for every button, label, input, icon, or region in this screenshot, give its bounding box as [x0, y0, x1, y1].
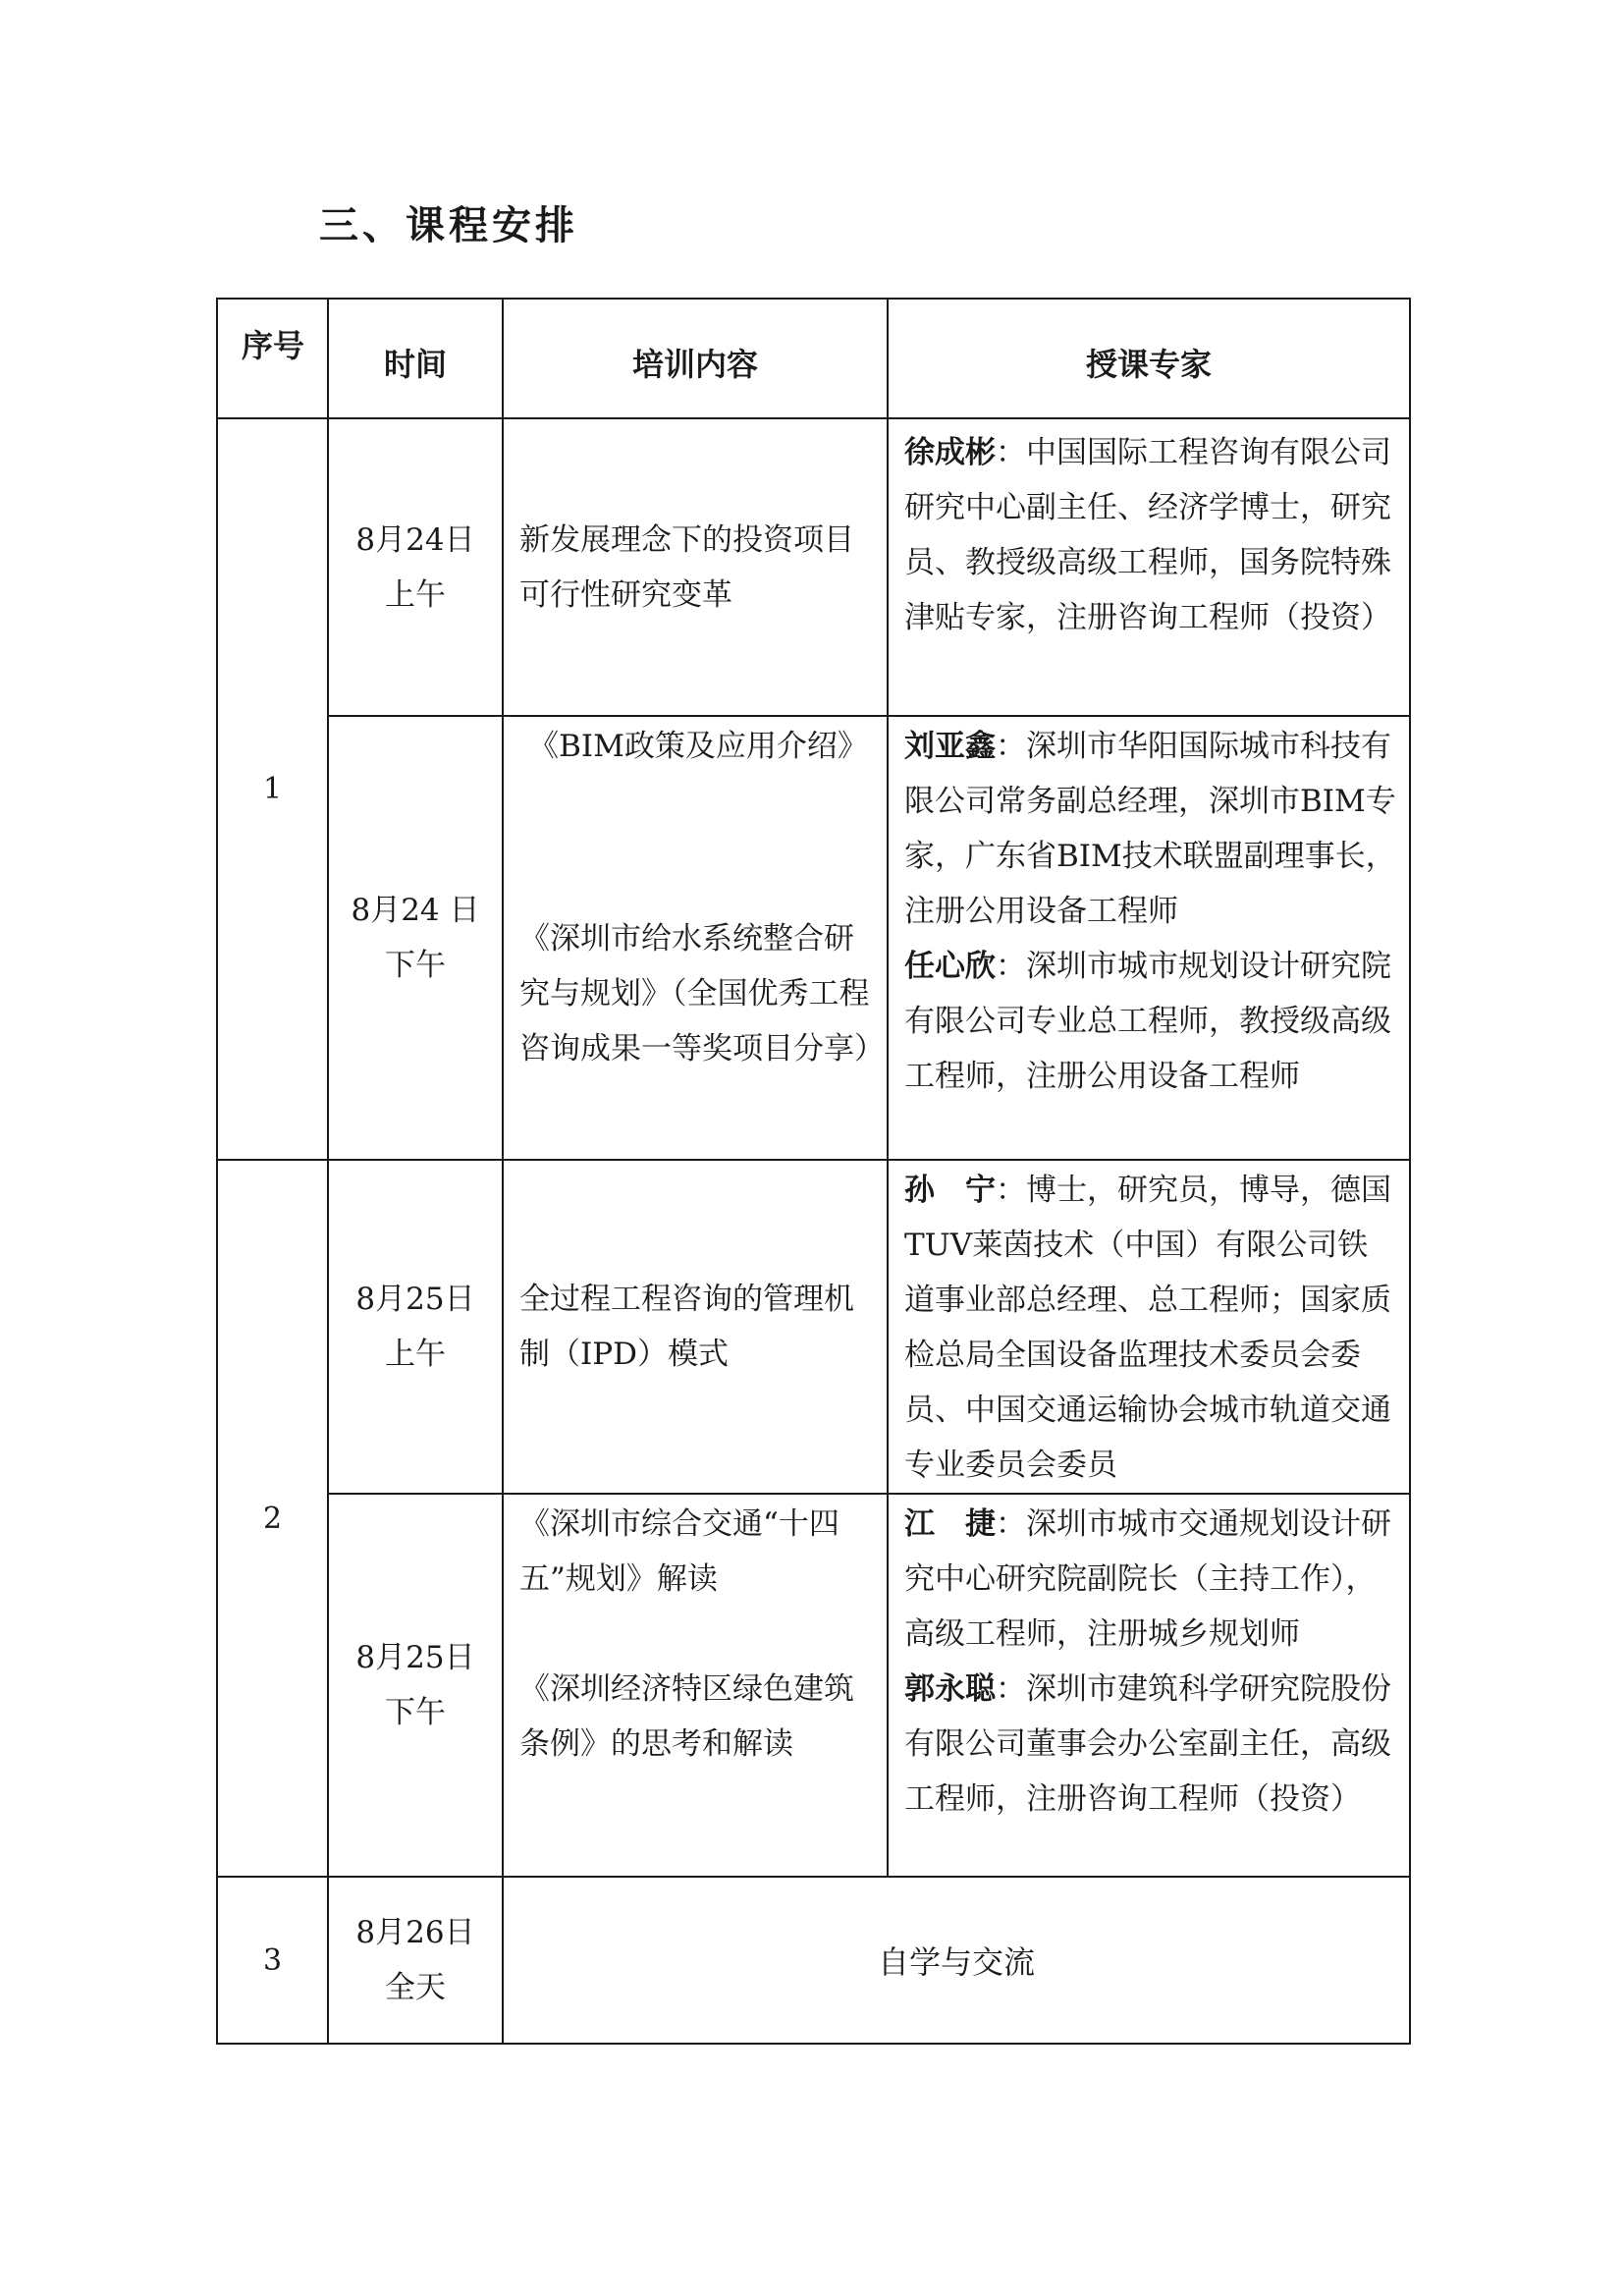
expert-desc: ：博士，研究员，博导，德国TUV莱茵技术（中国）有限公司铁道事业部总经理、总工程师；国家质检总局全国设备监理技术委员会委员、中国交通运输协会城市轨道交通专业委员会委员: [904, 1173, 1391, 1483]
expert-name: 徐成彬: [904, 435, 996, 470]
header-content: 培训内容: [503, 299, 888, 418]
expert-entry: [904, 1163, 1397, 1493]
time-period: 全天: [385, 1970, 446, 2005]
content-cell: [503, 1494, 888, 1877]
section-heading: 三、课程安排: [319, 203, 578, 248]
time-cell: [328, 418, 503, 716]
content-cell: [503, 716, 888, 1160]
course-title: 新发展理念下的投资项目可行性研究变革: [519, 521, 854, 613]
header-expert: 授课专家: [888, 299, 1410, 418]
expert-entry: [904, 1662, 1397, 1827]
expert-name: 任心欣: [904, 949, 996, 984]
time-date: 8月25日: [355, 1640, 475, 1675]
time-period: 下午: [385, 948, 446, 983]
time-period: 上午: [385, 1337, 446, 1372]
time-date: 8月26日: [355, 1915, 475, 1950]
expert-desc: ：中国国际工程咨询有限公司研究中心副主任、经济学博士，研究员、教授级高级工程师，国务院特殊津贴专家，注册咨询工程师（投资）: [904, 435, 1391, 635]
header-time: 时间: [328, 299, 503, 418]
time-cell: [328, 1160, 503, 1494]
course-title: 《深圳市综合交通“十四五”规划》解读: [519, 1506, 839, 1597]
table-row: [217, 716, 1410, 1160]
time-period: 上午: [385, 576, 446, 613]
time-date: 8月25日: [355, 1282, 475, 1317]
time-cell: [328, 1877, 503, 2044]
expert-entry: [904, 719, 1397, 939]
expert-desc: ：深圳市城市交通规划设计研究中心研究院副院长（主持工作），高级工程师，注册城乡规划师: [904, 1506, 1391, 1652]
time-date: 8月24 日: [351, 893, 480, 928]
time-cell: [328, 716, 503, 1160]
seq-cell: 3: [217, 1877, 328, 2044]
content-cell: [503, 418, 888, 716]
expert-desc: ：深圳市城市规划设计研究院有限公司专业总工程师，教授级高级工程师，注册公用设备工程师: [904, 949, 1391, 1094]
seq-cell: 2: [217, 1160, 328, 1877]
expert-entry: [904, 1497, 1397, 1662]
header-row: [217, 299, 1410, 418]
expert-cell: [888, 418, 1410, 716]
expert-name: 江 捷: [904, 1506, 996, 1542]
header-seq: 序号: [217, 299, 328, 418]
seq-cell: 1: [217, 418, 328, 1160]
time-date: 8月24日: [355, 521, 475, 558]
table-row: [217, 418, 1410, 716]
expert-cell: [888, 1494, 1410, 1877]
table-row: [217, 1877, 1410, 2044]
expert-name: 孙 宁: [904, 1173, 996, 1208]
course-title: 全过程工程咨询的管理机制（IPD）模式: [519, 1282, 854, 1372]
expert-desc: ：深圳市华阳国际城市科技有限公司常务副总经理，深圳市BIM专家，广东省BIM技术联盟副理事长，注册公用设备工程师: [904, 729, 1396, 929]
course-title: 《BIM政策及应用介绍》: [528, 729, 868, 764]
course-title: 《深圳市给水系统整合研究与规划》（全国优秀工程咨询成果一等奖项目分享）: [519, 921, 885, 1066]
expert-desc: ：深圳市建筑科学研究院股份有限公司董事会办公室副主任，高级工程师，注册咨询工程师（投资）: [904, 1671, 1391, 1817]
expert-cell: [888, 716, 1410, 1160]
course-title: 《深圳经济特区绿色建筑条例》的思考和解读: [519, 1671, 854, 1762]
expert-cell: [888, 1160, 1410, 1494]
content-cell: [503, 1160, 888, 1494]
table-row: [217, 1160, 1410, 1494]
expert-entry: [904, 939, 1397, 1104]
expert-name: 郭永聪: [904, 1671, 996, 1707]
expert-entry: [904, 425, 1397, 645]
self-study-cell: 自学与交流: [503, 1877, 1410, 2044]
course-schedule-table: [216, 298, 1411, 2045]
time-cell: [328, 1494, 503, 1877]
time-period: 下午: [385, 1695, 446, 1730]
expert-name: 刘亚鑫: [904, 729, 996, 764]
table-row: [217, 1494, 1410, 1877]
